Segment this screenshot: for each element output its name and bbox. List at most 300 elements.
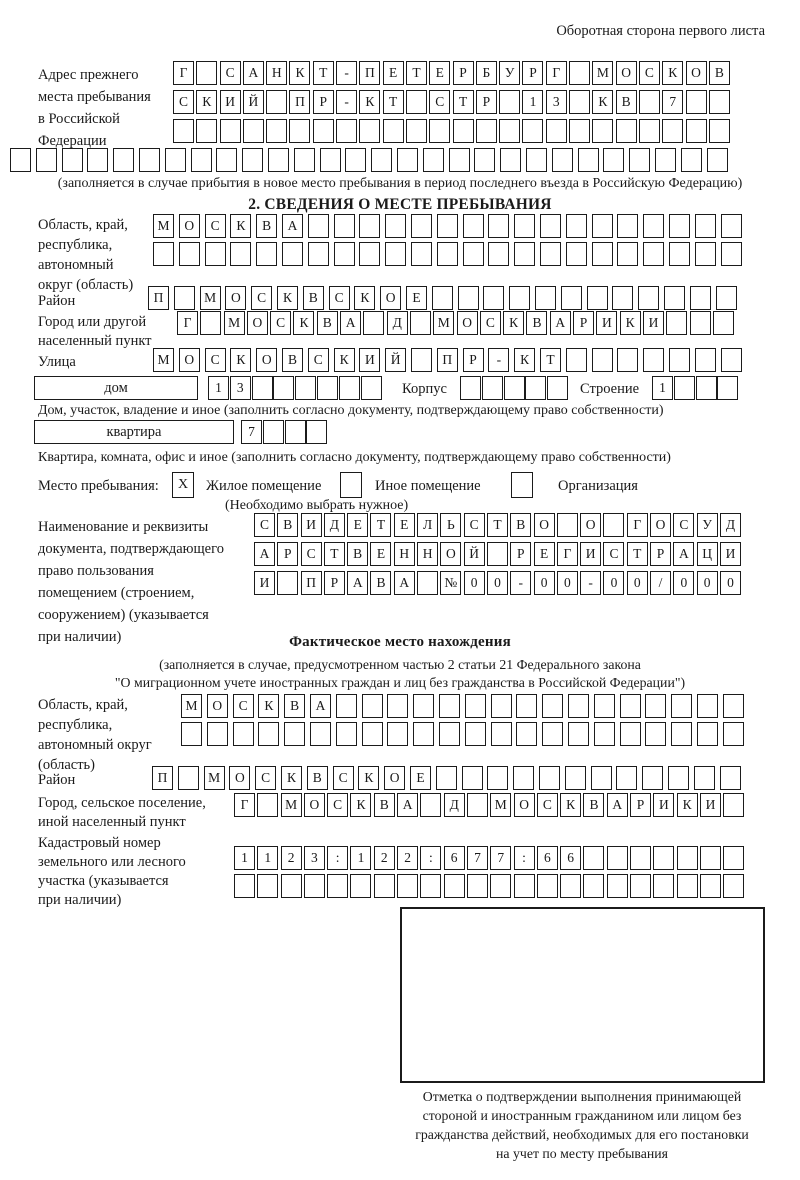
boxrow-svid-2 (254, 542, 741, 566)
char-box (500, 148, 521, 172)
dom-bigbox: дом (34, 376, 198, 400)
char-box: 1 (652, 376, 673, 400)
char-box (557, 513, 578, 537)
boxrow-gorod1 (177, 311, 734, 335)
char-box (417, 571, 438, 595)
char-box (277, 571, 298, 595)
char-box: : (327, 846, 348, 870)
char-box: К (289, 61, 310, 85)
char-box: 7 (662, 90, 683, 114)
char-box: К (350, 793, 371, 817)
char-box (638, 286, 659, 310)
char-box (514, 242, 535, 266)
char-box (308, 214, 329, 238)
char-box: Е (394, 513, 415, 537)
char-box: Т (324, 542, 345, 566)
boxrow-svid-3 (254, 571, 741, 595)
char-box (310, 722, 331, 746)
char-box: И (720, 542, 741, 566)
label-line: места пребывания (38, 89, 151, 105)
char-box: Г (177, 311, 198, 335)
char-box (607, 874, 628, 898)
char-box (653, 846, 674, 870)
char-box (420, 874, 441, 898)
char-box: - (510, 571, 531, 595)
char-box: - (488, 348, 509, 372)
char-box (413, 722, 434, 746)
char-box: В (317, 311, 338, 335)
char-box: С (173, 90, 194, 114)
char-box: М (281, 793, 302, 817)
stamp-box (400, 907, 765, 1083)
char-box (653, 874, 674, 898)
char-box: А (550, 311, 571, 335)
char-box (191, 148, 212, 172)
boxrow-dom-num (208, 376, 382, 400)
char-box (616, 766, 637, 790)
char-box (566, 214, 587, 238)
char-box: О (384, 766, 405, 790)
char-box: В (347, 542, 368, 566)
char-box (350, 874, 371, 898)
char-box: Н (394, 542, 415, 566)
char-box (444, 874, 465, 898)
char-box: Р (522, 61, 543, 85)
char-box (474, 148, 495, 172)
char-box (709, 90, 730, 114)
label-line: автономный (38, 257, 114, 273)
prev-address-label (38, 64, 151, 152)
char-box (285, 420, 306, 444)
boxrow-korpus (460, 376, 568, 400)
char-box: 2 (397, 846, 418, 870)
char-box (173, 119, 194, 143)
char-box (216, 148, 237, 172)
char-box: М (204, 766, 225, 790)
char-box: Т (540, 348, 561, 372)
char-box (587, 286, 608, 310)
char-box: У (697, 513, 718, 537)
char-box: М (490, 793, 511, 817)
fact-note-2: "О миграционном учете иностранных граждан и лиц без гражданства в Российской Федерации") (114, 675, 686, 690)
char-box: М (153, 348, 174, 372)
char-box: И (220, 90, 241, 114)
char-box: О (650, 513, 671, 537)
boxrow-ulitsa (153, 348, 742, 372)
char-box (406, 119, 427, 143)
char-box: А (282, 214, 303, 238)
char-box: Е (410, 766, 431, 790)
char-box (420, 793, 441, 817)
char-box: Ь (440, 513, 461, 537)
char-box (458, 286, 479, 310)
char-box: В (510, 513, 531, 537)
char-box (594, 694, 615, 718)
char-box (460, 376, 481, 400)
char-box (411, 214, 432, 238)
char-box: Р (630, 793, 651, 817)
char-box: И (301, 513, 322, 537)
char-box (266, 90, 287, 114)
char-box (592, 348, 613, 372)
char-box (87, 148, 108, 172)
char-box: 0 (673, 571, 694, 595)
char-box: М (433, 311, 454, 335)
char-box: Д (444, 793, 465, 817)
char-box: 3 (546, 90, 567, 114)
char-box (616, 119, 637, 143)
char-box: С (205, 214, 226, 238)
char-box (449, 148, 470, 172)
char-box (200, 311, 221, 335)
char-box (207, 722, 228, 746)
char-box: О (247, 311, 268, 335)
char-box: Й (385, 348, 406, 372)
char-box (196, 61, 217, 85)
char-box (336, 722, 357, 746)
char-box: 6 (537, 846, 558, 870)
char-box (568, 694, 589, 718)
char-box: Н (417, 542, 438, 566)
char-box (397, 148, 418, 172)
char-box (509, 286, 530, 310)
char-box (304, 874, 325, 898)
organizatsiya-label: Организация (558, 478, 638, 494)
char-box (243, 119, 264, 143)
char-box (707, 148, 728, 172)
char-box: Т (487, 513, 508, 537)
char-box (490, 874, 511, 898)
ulitsa-label: Улица (38, 354, 76, 370)
char-box: М (224, 311, 245, 335)
char-box: 1 (522, 90, 543, 114)
char-box: К (196, 90, 217, 114)
char-box: С (327, 793, 348, 817)
char-box (552, 148, 573, 172)
char-box: О (304, 793, 325, 817)
char-box (306, 420, 327, 444)
char-box (436, 766, 457, 790)
char-box: К (592, 90, 613, 114)
char-box: В (709, 61, 730, 85)
char-box: : (420, 846, 441, 870)
char-box: С (673, 513, 694, 537)
char-box (516, 722, 537, 746)
char-box (537, 874, 558, 898)
char-box: Т (627, 542, 648, 566)
char-box: / (650, 571, 671, 595)
char-box (252, 376, 273, 400)
char-box: О (616, 61, 637, 85)
char-box (709, 119, 730, 143)
char-box: Е (383, 61, 404, 85)
char-box: 7 (467, 846, 488, 870)
label-line: Федерации (38, 133, 107, 149)
char-box (336, 119, 357, 143)
char-box (594, 722, 615, 746)
char-box (179, 242, 200, 266)
char-box (320, 148, 341, 172)
char-box (220, 119, 241, 143)
char-box (258, 722, 279, 746)
char-box: М (181, 694, 202, 718)
char-box (313, 119, 334, 143)
char-box: К (293, 311, 314, 335)
boxrow-raion2 (152, 766, 741, 790)
char-box: В (374, 793, 395, 817)
char-box (542, 722, 563, 746)
char-box (233, 722, 254, 746)
label-line: при наличии) (38, 892, 122, 908)
prev-address-note: (заполняется в случае прибытия в новое место пребывания в период последнего въезда в Российскую Федерацию) (57, 176, 743, 191)
char-box: А (254, 542, 275, 566)
char-box (453, 119, 474, 143)
char-box (717, 376, 738, 400)
char-box (697, 694, 718, 718)
char-box (334, 242, 355, 266)
char-box: В (282, 348, 303, 372)
char-box (612, 286, 633, 310)
char-box: О (514, 793, 535, 817)
char-box: 1 (234, 846, 255, 870)
char-box: К (359, 90, 380, 114)
char-box (153, 242, 174, 266)
char-box (540, 242, 561, 266)
label-line: помещением (строением, (38, 585, 195, 601)
char-box: 0 (720, 571, 741, 595)
char-box (700, 874, 721, 898)
char-box: Р (573, 311, 594, 335)
char-box (383, 119, 404, 143)
boxrow-prev-address-4 (10, 148, 728, 172)
char-box: Т (453, 90, 474, 114)
char-box: И (580, 542, 601, 566)
char-box (294, 148, 315, 172)
char-box (525, 376, 546, 400)
char-box (526, 148, 547, 172)
char-box: И (653, 793, 674, 817)
char-box: 1 (208, 376, 229, 400)
char-box: И (643, 311, 664, 335)
char-box: Е (534, 542, 555, 566)
char-box (410, 311, 431, 335)
char-box (721, 214, 742, 238)
char-box (273, 376, 294, 400)
stroenie-label: Строение (580, 381, 640, 397)
boxrow-prev-address-1 (173, 61, 730, 85)
gorod2-label (38, 794, 206, 832)
char-box (514, 874, 535, 898)
char-box: С (255, 766, 276, 790)
char-box: Т (370, 513, 391, 537)
char-box: С (464, 513, 485, 537)
char-box: В (583, 793, 604, 817)
char-box: Е (429, 61, 450, 85)
char-box (429, 119, 450, 143)
char-box: 0 (603, 571, 624, 595)
char-box: : (514, 846, 535, 870)
char-box (317, 376, 338, 400)
char-box (695, 214, 716, 238)
char-box: К (620, 311, 641, 335)
char-box: 2 (374, 846, 395, 870)
char-box: 0 (534, 571, 555, 595)
char-box (620, 722, 641, 746)
char-box (690, 286, 711, 310)
boxrow-svid-1 (254, 513, 741, 537)
label-line: Город или другой (38, 314, 147, 330)
char-box (603, 148, 624, 172)
char-box (695, 348, 716, 372)
label-line: сооружением) (указывается (38, 607, 209, 623)
char-box: Г (557, 542, 578, 566)
char-box (695, 242, 716, 266)
char-box (723, 722, 744, 746)
char-box (723, 846, 744, 870)
document-label (38, 516, 224, 648)
char-box: К (334, 348, 355, 372)
char-box: П (148, 286, 169, 310)
char-box (522, 119, 543, 143)
char-box (62, 148, 83, 172)
char-box: С (220, 61, 241, 85)
char-box (700, 846, 721, 870)
char-box: К (358, 766, 379, 790)
char-box (359, 119, 380, 143)
boxrow-raion1 (148, 286, 737, 310)
label-line: на учет по месту пребывания (496, 1146, 668, 1161)
char-box: А (340, 311, 361, 335)
char-box (694, 766, 715, 790)
char-box: К (560, 793, 581, 817)
char-box: А (394, 571, 415, 595)
label-line: Наименование и реквизиты (38, 519, 209, 535)
char-box (178, 766, 199, 790)
char-box: 0 (557, 571, 578, 595)
char-box: Г (234, 793, 255, 817)
char-box (465, 694, 486, 718)
char-box (535, 286, 556, 310)
char-box: А (673, 542, 694, 566)
char-box (139, 148, 160, 172)
char-box: О (179, 348, 200, 372)
char-box (423, 148, 444, 172)
char-box: О (207, 694, 228, 718)
char-box: Р (463, 348, 484, 372)
char-box: С (639, 61, 660, 85)
char-box: А (347, 571, 368, 595)
char-box: С (333, 766, 354, 790)
char-box (540, 214, 561, 238)
char-box (281, 874, 302, 898)
choose-note: (Необходимо выбрать нужное) (225, 498, 409, 513)
fact-title: Фактическое место нахождения (289, 634, 511, 650)
char-box: К (258, 694, 279, 718)
label-line: земельного или лесного (38, 854, 186, 870)
kadastr-label (38, 834, 186, 910)
label-line: при наличии) (38, 629, 122, 645)
char-box: - (336, 90, 357, 114)
char-box: Г (627, 513, 648, 537)
char-box (413, 694, 434, 718)
char-box: В (256, 214, 277, 238)
char-box (345, 148, 366, 172)
label-line: право пользования (38, 563, 154, 579)
label-line: округ (область) (38, 277, 134, 293)
raion1-label: Район (38, 293, 76, 309)
checkbox-zhiloe: X (172, 472, 194, 498)
label-line: Область, край, (38, 217, 128, 233)
char-box (643, 242, 664, 266)
char-box (560, 874, 581, 898)
char-box: 3 (304, 846, 325, 870)
char-box (234, 874, 255, 898)
char-box (723, 793, 744, 817)
char-box (668, 766, 689, 790)
char-box: К (354, 286, 375, 310)
char-box: О (225, 286, 246, 310)
char-box (671, 722, 692, 746)
char-box (174, 286, 195, 310)
char-box: Г (546, 61, 567, 85)
char-box (639, 90, 660, 114)
char-box (569, 61, 590, 85)
char-box: И (359, 348, 380, 372)
char-box: О (580, 513, 601, 537)
char-box: И (596, 311, 617, 335)
char-box: М (200, 286, 221, 310)
char-box (289, 119, 310, 143)
char-box (295, 376, 316, 400)
char-box (363, 311, 384, 335)
char-box: Р (324, 571, 345, 595)
char-box (334, 214, 355, 238)
char-box (36, 148, 57, 172)
char-box (643, 214, 664, 238)
char-box: Р (650, 542, 671, 566)
char-box: С (270, 311, 291, 335)
char-box (639, 119, 660, 143)
char-box (697, 722, 718, 746)
inoe-label: Иное помещение (375, 478, 481, 494)
char-box (362, 722, 383, 746)
char-box: 0 (464, 571, 485, 595)
char-box: К (662, 61, 683, 85)
char-box: 0 (697, 571, 718, 595)
char-box: А (607, 793, 628, 817)
char-box (723, 874, 744, 898)
char-box (721, 242, 742, 266)
char-box (720, 766, 741, 790)
char-box (671, 694, 692, 718)
char-box: С (301, 542, 322, 566)
label-line: республика, (38, 237, 113, 253)
char-box: В (370, 571, 391, 595)
char-box (282, 242, 303, 266)
char-box: Е (406, 286, 427, 310)
char-box (487, 766, 508, 790)
char-box: Е (347, 513, 368, 537)
char-box (504, 376, 525, 400)
char-box (565, 766, 586, 790)
char-box (257, 874, 278, 898)
label-line: Область, край, (38, 697, 128, 713)
char-box: С (254, 513, 275, 537)
label-line: в Российской (38, 111, 120, 127)
char-box (620, 694, 641, 718)
char-box (686, 119, 707, 143)
char-box (655, 148, 676, 172)
